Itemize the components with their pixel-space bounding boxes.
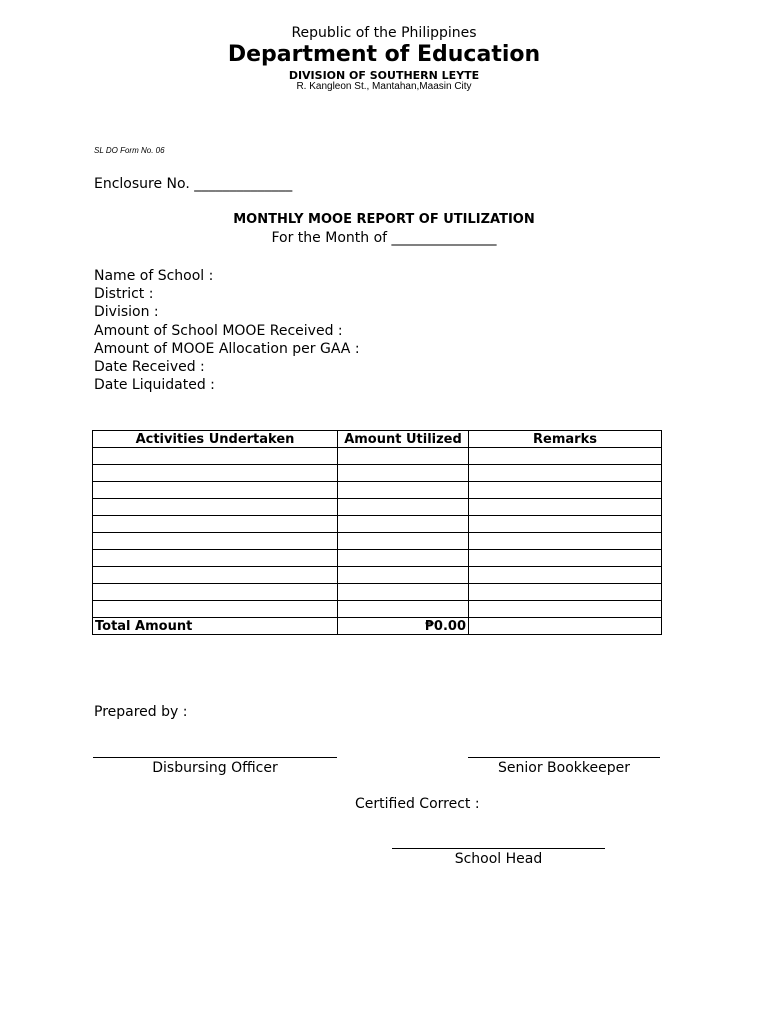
remarks-cell	[469, 533, 662, 550]
field-mooe-allocation: Amount of MOOE Allocation per GAA :	[94, 340, 360, 357]
table-row	[93, 448, 662, 465]
remarks-cell	[469, 448, 662, 465]
certified-correct-label: Certified Correct :	[355, 796, 480, 812]
remarks-cell	[469, 482, 662, 499]
field-date-liquidated: Date Liquidated :	[94, 377, 215, 394]
department-title: Department of Education	[227, 42, 541, 67]
form-number: SL DO Form No. 06	[94, 146, 165, 155]
senior-bookkeeper-signature-line	[468, 757, 660, 758]
header-activities: Activities Undertaken	[93, 431, 338, 448]
table-header-row	[93, 431, 662, 448]
activity-cell	[93, 601, 338, 618]
table-row	[93, 550, 662, 567]
remarks-cell	[469, 584, 662, 601]
table-row	[93, 499, 662, 516]
amount-cell	[338, 567, 469, 584]
activity-cell	[93, 533, 338, 550]
school-info-fields	[94, 267, 360, 394]
remarks-cell	[469, 499, 662, 516]
enclosure-number: Enclosure No. ______________	[94, 176, 293, 192]
amount-cell	[338, 482, 469, 499]
total-amount-label: Total Amount	[93, 618, 338, 635]
table-row	[93, 533, 662, 550]
remarks-cell	[469, 567, 662, 584]
amount-cell	[338, 550, 469, 567]
table-row	[93, 465, 662, 482]
table-row	[93, 567, 662, 584]
header-amount-utilized: Amount Utilized	[338, 431, 469, 448]
activity-cell	[93, 499, 338, 516]
field-mooe-received: Amount of School MOOE Received :	[94, 322, 343, 339]
prepared-by-label: Prepared by :	[94, 704, 188, 720]
field-name-of-school: Name of School :	[94, 268, 214, 284]
amount-cell	[338, 601, 469, 618]
activity-cell	[93, 567, 338, 584]
amount-cell	[338, 516, 469, 533]
remarks-cell	[469, 465, 662, 482]
table-row	[93, 601, 662, 618]
field-division: Division :	[94, 304, 159, 321]
activity-cell	[93, 516, 338, 533]
activity-cell	[93, 482, 338, 499]
senior-bookkeeper-label: Senior Bookkeeper	[498, 760, 630, 776]
total-amount-value: ₱0.00	[338, 618, 469, 635]
amount-cell	[338, 448, 469, 465]
school-head-label: School Head	[454, 851, 543, 867]
table-row	[93, 584, 662, 601]
republic-heading: Republic of the Philippines	[291, 25, 477, 41]
report-title: MONTHLY MOOE REPORT OF UTILIZATION	[233, 212, 535, 227]
table-row	[93, 482, 662, 499]
amount-cell	[338, 465, 469, 482]
table-body	[93, 448, 662, 635]
activity-cell	[93, 448, 338, 465]
field-date-received: Date Received :	[94, 359, 205, 376]
amount-cell	[338, 533, 469, 550]
month-line: For the Month of _______________	[271, 230, 497, 246]
field-district: District :	[94, 286, 154, 303]
amount-cell	[338, 499, 469, 516]
activity-cell	[93, 584, 338, 601]
division-heading: DIVISION OF SOUTHERN LEYTE	[288, 69, 480, 82]
table-row	[93, 516, 662, 533]
disbursing-officer-label: Disbursing Officer	[152, 760, 278, 776]
school-head-signature-line	[392, 848, 605, 849]
total-row	[93, 618, 662, 635]
total-remarks-cell	[469, 618, 662, 635]
remarks-cell	[469, 550, 662, 567]
utilization-table	[92, 430, 662, 635]
disbursing-officer-signature-line	[93, 757, 337, 758]
division-address: R. Kangleon St., Mantahan,Maasin City	[296, 81, 472, 92]
remarks-cell	[469, 516, 662, 533]
amount-cell	[338, 584, 469, 601]
header-remarks: Remarks	[469, 431, 662, 448]
remarks-cell	[469, 601, 662, 618]
activity-cell	[93, 550, 338, 567]
activity-cell	[93, 465, 338, 482]
